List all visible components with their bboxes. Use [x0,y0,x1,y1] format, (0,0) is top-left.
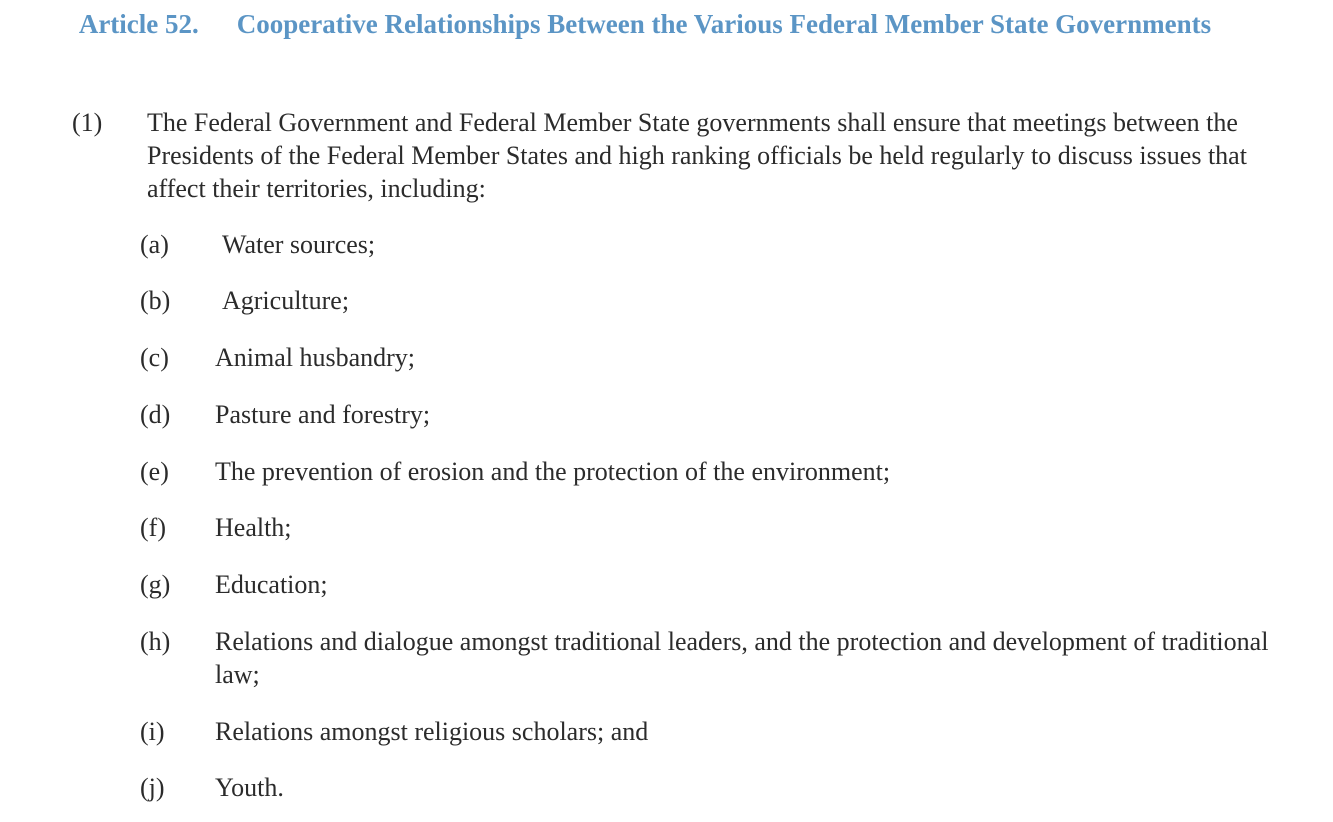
list-item-marker: (h) [140,627,171,656]
list-item-text: Relations amongst religious scholars; and [215,717,649,746]
article-number: Article 52. [78,9,199,39]
list-item-marker: (d) [140,400,171,429]
list-item-text: Health; [215,513,292,542]
list-item-marker: (g) [140,570,171,599]
list-item-text: Pasture and forestry; [215,400,431,429]
article-title: Cooperative Relationships Between the Various Federal Member State Governments [236,9,1212,39]
list-item-text: Youth. [215,773,284,802]
list-item-marker: (e) [140,457,169,486]
list-item-marker: (c) [140,343,169,372]
list-item-text: Agriculture; [222,286,350,315]
list-item-text: Education; [215,570,328,599]
article-heading [0,6,1290,42]
list-item-marker: (i) [140,717,165,746]
list-item-text: Animal husbandry; [215,343,416,372]
list-item-marker: (j) [140,773,165,802]
list-item-marker: (f) [140,513,166,542]
list-item-text: The prevention of erosion and the protection of the environment; [215,457,891,486]
list-item-text: Water sources; [222,230,376,259]
list-item-marker: (a) [140,230,169,259]
clause-number: (1) [72,108,103,137]
list-item-text: Relations and dialogue amongst traditional leaders, and the protection and development of traditional law; [215,627,1269,689]
clause-text: The Federal Government and Federal Member State governments shall ensure that meetings between the Presidents of the Federal Member States and high ranking officials be held regularly to discuss issues that affect their territories, including: [147,108,1247,203]
list-item-marker: (b) [140,286,171,315]
